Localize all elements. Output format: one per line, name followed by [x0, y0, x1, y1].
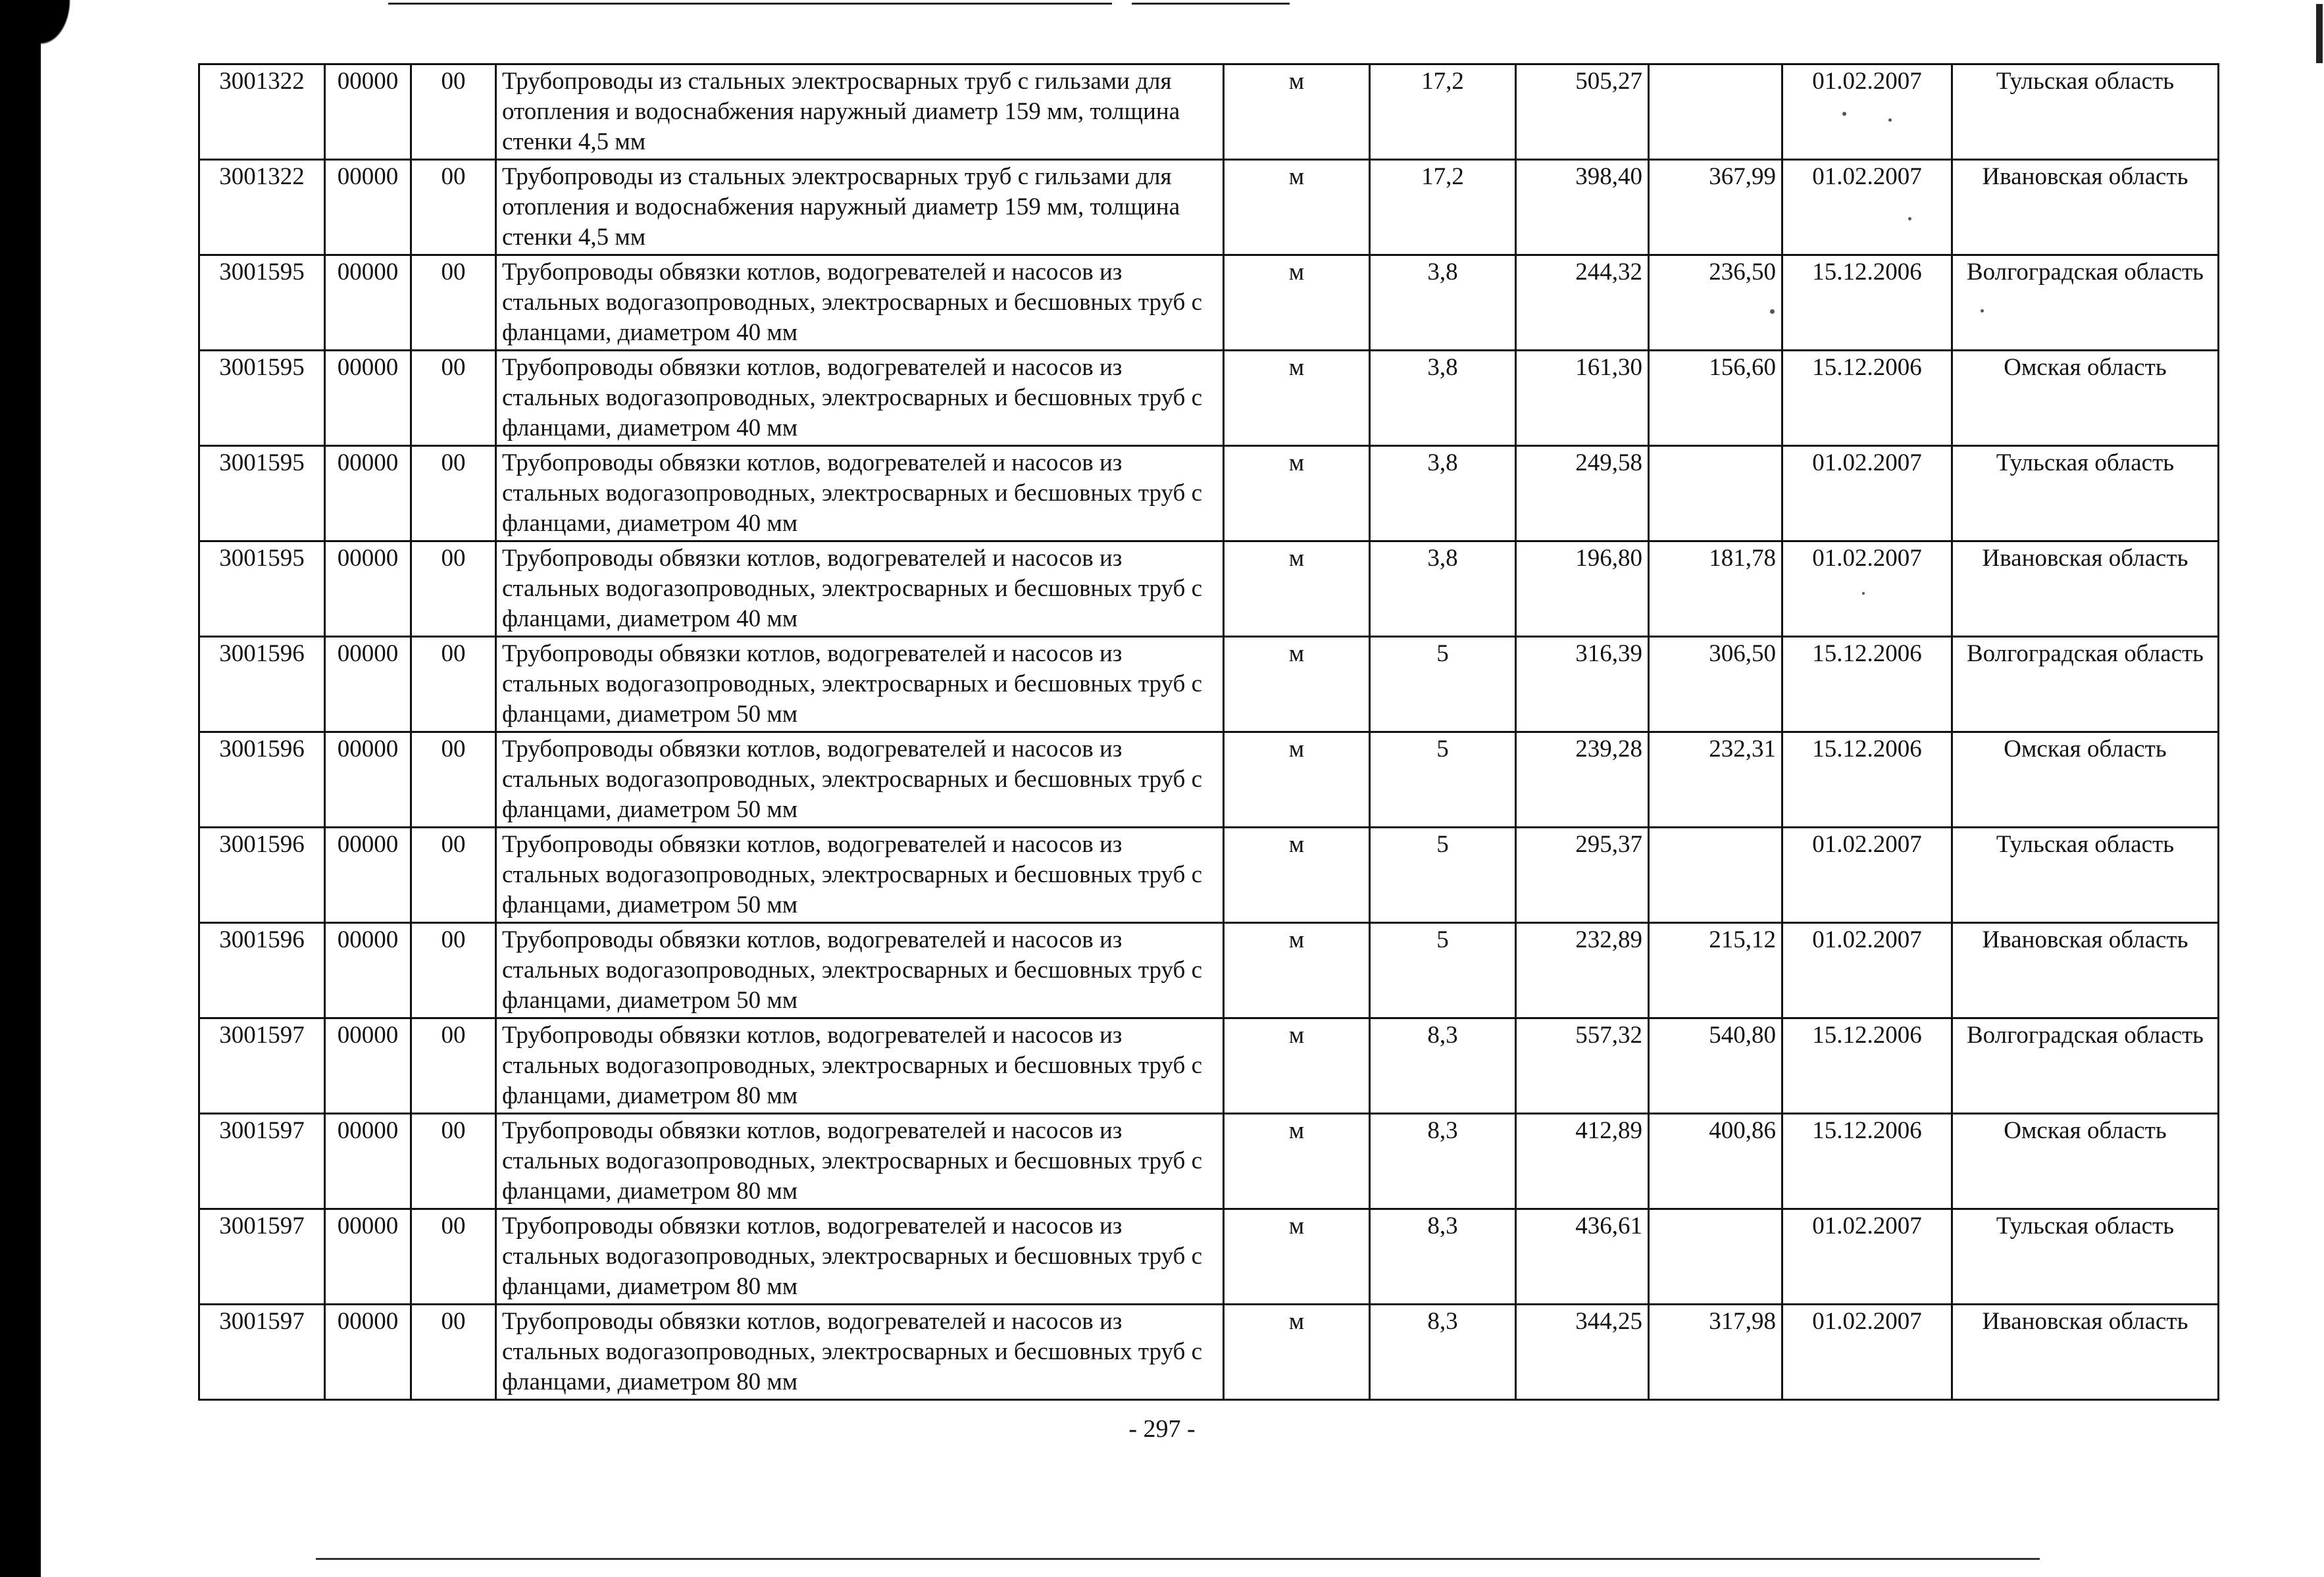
- cell-value2: 232,89: [1516, 923, 1649, 1018]
- cell-suffix: 00: [411, 1209, 496, 1305]
- cell-region: Ивановская область: [1952, 1305, 2219, 1400]
- cell-value1: 3,8: [1370, 351, 1516, 446]
- cell-code: 3001596: [199, 637, 325, 732]
- cell-region: Волгоградская область: [1952, 255, 2219, 351]
- cell-value2: 239,28: [1516, 732, 1649, 828]
- cell-code: 3001595: [199, 541, 325, 637]
- cell-value1: 5: [1370, 637, 1516, 732]
- cell-name: Трубопроводы обвязки котлов, водогревателей и насосов из стальных водогазопроводных, электросварных и бесшовных труб с фланцами, диаметром 80 мм: [496, 1209, 1224, 1305]
- cell-value1: 17,2: [1370, 64, 1516, 160]
- scan-speck: [1862, 592, 1865, 595]
- cell-value2: 436,61: [1516, 1209, 1649, 1305]
- cell-value3: 306,50: [1649, 637, 1782, 732]
- table-row: [199, 64, 2219, 160]
- cell-unit: м: [1224, 1018, 1370, 1114]
- cell-value3: 236,50: [1649, 255, 1782, 351]
- cell-unit: м: [1224, 446, 1370, 541]
- table-row: [199, 1305, 2219, 1400]
- cell-value2: 505,27: [1516, 64, 1649, 160]
- cell-date: 01.02.2007: [1782, 446, 1952, 541]
- page-number: - 297 -: [1128, 1415, 1196, 1443]
- cell-region: Омская область: [1952, 351, 2219, 446]
- cell-code: 3001596: [199, 923, 325, 1018]
- cell-value3: 215,12: [1649, 923, 1782, 1018]
- cell-name: Трубопроводы из стальных электросварных труб с гильзами для отопления и водоснабжения наружный диаметр 159 мм, толщина стенки 4,5 мм: [496, 64, 1224, 160]
- cell-value3: 540,80: [1649, 1018, 1782, 1114]
- cell-value3: 181,78: [1649, 541, 1782, 637]
- cell-code: 3001597: [199, 1114, 325, 1209]
- cell-name: Трубопроводы обвязки котлов, водогревателей и насосов из стальных водогазопроводных, электросварных и бесшовных труб с фланцами, диаметром 80 мм: [496, 1305, 1224, 1400]
- cell-value1: 8,3: [1370, 1209, 1516, 1305]
- scan-speck: [1981, 309, 1984, 313]
- cell-suffix: 00: [411, 255, 496, 351]
- cell-value3: [1649, 64, 1782, 160]
- cell-subcode: 00000: [325, 1209, 411, 1305]
- cell-name: Трубопроводы обвязки котлов, водогревателей и насосов из стальных водогазопроводных, электросварных и бесшовных труб с фланцами, диаметром 40 мм: [496, 255, 1224, 351]
- cell-suffix: 00: [411, 1305, 496, 1400]
- cell-unit: м: [1224, 255, 1370, 351]
- cell-code: 3001595: [199, 255, 325, 351]
- cell-region: Волгоградская область: [1952, 637, 2219, 732]
- cell-value2: 412,89: [1516, 1114, 1649, 1209]
- cell-subcode: 00000: [325, 541, 411, 637]
- cell-region: Тульская область: [1952, 64, 2219, 160]
- table-row: [199, 828, 2219, 923]
- scan-speck: [1842, 112, 1846, 116]
- cell-region: Тульская область: [1952, 828, 2219, 923]
- cell-date: 01.02.2007: [1782, 541, 1952, 637]
- cell-value1: 17,2: [1370, 160, 1516, 255]
- cell-name: Трубопроводы из стальных электросварных труб с гильзами для отопления и водоснабжения наружный диаметр 159 мм, толщина стенки 4,5 мм: [496, 160, 1224, 255]
- cell-name: Трубопроводы обвязки котлов, водогревателей и насосов из стальных водогазопроводных, электросварных и бесшовных труб с фланцами, диаметром 50 мм: [496, 732, 1224, 828]
- cell-value2: 316,39: [1516, 637, 1649, 732]
- table-row: [199, 1209, 2219, 1305]
- cell-value2: 398,40: [1516, 160, 1649, 255]
- table-row: [199, 923, 2219, 1018]
- cell-suffix: 00: [411, 446, 496, 541]
- cell-region: Ивановская область: [1952, 923, 2219, 1018]
- cell-value1: 3,8: [1370, 255, 1516, 351]
- cell-suffix: 00: [411, 1114, 496, 1209]
- cell-region: Омская область: [1952, 1114, 2219, 1209]
- cell-unit: м: [1224, 1209, 1370, 1305]
- table-row: [199, 732, 2219, 828]
- cell-subcode: 00000: [325, 637, 411, 732]
- cell-value3: 317,98: [1649, 1305, 1782, 1400]
- scan-margin-mark: [2316, 4, 2323, 63]
- cell-suffix: 00: [411, 64, 496, 160]
- cell-value1: 5: [1370, 923, 1516, 1018]
- table-row: [199, 255, 2219, 351]
- cell-region: Тульская область: [1952, 446, 2219, 541]
- cell-suffix: 00: [411, 541, 496, 637]
- cell-subcode: 00000: [325, 1114, 411, 1209]
- cell-value2: 557,32: [1516, 1018, 1649, 1114]
- cell-unit: м: [1224, 637, 1370, 732]
- cell-date: 15.12.2006: [1782, 255, 1952, 351]
- cell-region: Омская область: [1952, 732, 2219, 828]
- cell-subcode: 00000: [325, 1018, 411, 1114]
- cell-subcode: 00000: [325, 351, 411, 446]
- cell-value1: 3,8: [1370, 446, 1516, 541]
- cell-value2: 196,80: [1516, 541, 1649, 637]
- cell-value3: 232,31: [1649, 732, 1782, 828]
- cell-suffix: 00: [411, 637, 496, 732]
- cell-subcode: 00000: [325, 446, 411, 541]
- cell-subcode: 00000: [325, 828, 411, 923]
- cell-value3: [1649, 1209, 1782, 1305]
- cell-value1: 3,8: [1370, 541, 1516, 637]
- scan-speck: [1908, 217, 1911, 220]
- cell-region: Волгоградская область: [1952, 1018, 2219, 1114]
- cell-value2: 161,30: [1516, 351, 1649, 446]
- cell-date: 15.12.2006: [1782, 1018, 1952, 1114]
- cell-value2: 295,37: [1516, 828, 1649, 923]
- table-row: [199, 160, 2219, 255]
- cell-code: 3001322: [199, 160, 325, 255]
- cell-name: Трубопроводы обвязки котлов, водогревателей и насосов из стальных водогазопроводных, электросварных и бесшовных труб с фланцами, диаметром 40 мм: [496, 541, 1224, 637]
- table-row: [199, 1018, 2219, 1114]
- cell-value3: [1649, 828, 1782, 923]
- cell-name: Трубопроводы обвязки котлов, водогревателей и насосов из стальных водогазопроводных, электросварных и бесшовных труб с фланцами, диаметром 40 мм: [496, 351, 1224, 446]
- cell-value3: 156,60: [1649, 351, 1782, 446]
- cell-name: Трубопроводы обвязки котлов, водогревателей и насосов из стальных водогазопроводных, электросварных и бесшовных труб с фланцами, диаметром 50 мм: [496, 923, 1224, 1018]
- cell-value3: 400,86: [1649, 1114, 1782, 1209]
- cell-unit: м: [1224, 64, 1370, 160]
- cell-region: Тульская область: [1952, 1209, 2219, 1305]
- cell-code: 3001595: [199, 446, 325, 541]
- cell-suffix: 00: [411, 732, 496, 828]
- cell-unit: м: [1224, 923, 1370, 1018]
- cell-date: 01.02.2007: [1782, 923, 1952, 1018]
- cell-name: Трубопроводы обвязки котлов, водогревателей и насосов из стальных водогазопроводных, электросварных и бесшовных труб с фланцами, диаметром 50 мм: [496, 637, 1224, 732]
- table-row: [199, 446, 2219, 541]
- cell-suffix: 00: [411, 1018, 496, 1114]
- scan-edge-shadow: [0, 0, 41, 1577]
- cell-value2: 344,25: [1516, 1305, 1649, 1400]
- cell-suffix: 00: [411, 923, 496, 1018]
- cell-region: Ивановская область: [1952, 160, 2219, 255]
- cell-date: 01.02.2007: [1782, 828, 1952, 923]
- cell-value1: 8,3: [1370, 1018, 1516, 1114]
- cell-date: 01.02.2007: [1782, 160, 1952, 255]
- cell-date: 01.02.2007: [1782, 1305, 1952, 1400]
- cell-value1: 8,3: [1370, 1114, 1516, 1209]
- cell-name: Трубопроводы обвязки котлов, водогревателей и насосов из стальных водогазопроводных, электросварных и бесшовных труб с фланцами, диаметром 40 мм: [496, 446, 1224, 541]
- cell-subcode: 00000: [325, 160, 411, 255]
- cell-subcode: 00000: [325, 1305, 411, 1400]
- cell-suffix: 00: [411, 351, 496, 446]
- cell-code: 3001596: [199, 732, 325, 828]
- cell-code: 3001322: [199, 64, 325, 160]
- cell-date: 15.12.2006: [1782, 637, 1952, 732]
- cell-value3: [1649, 446, 1782, 541]
- top-rule-line-short: [1132, 3, 1290, 5]
- price-table: [198, 63, 2219, 1401]
- cell-date: 01.02.2007: [1782, 64, 1952, 160]
- table-row: [199, 351, 2219, 446]
- cell-region: Ивановская область: [1952, 541, 2219, 637]
- cell-unit: м: [1224, 160, 1370, 255]
- table-row: [199, 541, 2219, 637]
- cell-unit: м: [1224, 541, 1370, 637]
- cell-date: 15.12.2006: [1782, 732, 1952, 828]
- cell-unit: м: [1224, 732, 1370, 828]
- cell-unit: м: [1224, 1114, 1370, 1209]
- cell-code: 3001597: [199, 1209, 325, 1305]
- scan-speck: [1888, 118, 1892, 122]
- cell-value2: 244,32: [1516, 255, 1649, 351]
- table-row: [199, 637, 2219, 732]
- cell-subcode: 00000: [325, 923, 411, 1018]
- cell-subcode: 00000: [325, 255, 411, 351]
- cell-suffix: 00: [411, 828, 496, 923]
- cell-unit: м: [1224, 1305, 1370, 1400]
- cell-value3: 367,99: [1649, 160, 1782, 255]
- cell-date: 15.12.2006: [1782, 351, 1952, 446]
- cell-code: 3001597: [199, 1305, 325, 1400]
- cell-name: Трубопроводы обвязки котлов, водогревателей и насосов из стальных водогазопроводных, электросварных и бесшовных труб с фланцами, диаметром 80 мм: [496, 1114, 1224, 1209]
- cell-subcode: 00000: [325, 64, 411, 160]
- cell-code: 3001595: [199, 351, 325, 446]
- cell-unit: м: [1224, 828, 1370, 923]
- cell-suffix: 00: [411, 160, 496, 255]
- cell-value1: 5: [1370, 732, 1516, 828]
- cell-subcode: 00000: [325, 732, 411, 828]
- cell-date: 01.02.2007: [1782, 1209, 1952, 1305]
- cell-value2: 249,58: [1516, 446, 1649, 541]
- cell-name: Трубопроводы обвязки котлов, водогревателей и насосов из стальных водогазопроводных, электросварных и бесшовных труб с фланцами, диаметром 80 мм: [496, 1018, 1224, 1114]
- cell-unit: м: [1224, 351, 1370, 446]
- bottom-rule-line: [316, 1558, 2040, 1560]
- cell-value1: 5: [1370, 828, 1516, 923]
- cell-date: 15.12.2006: [1782, 1114, 1952, 1209]
- cell-code: 3001596: [199, 828, 325, 923]
- cell-name: Трубопроводы обвязки котлов, водогревателей и насосов из стальных водогазопроводных, электросварных и бесшовных труб с фланцами, диаметром 50 мм: [496, 828, 1224, 923]
- table-row: [199, 1114, 2219, 1209]
- table-body: [199, 64, 2219, 1400]
- top-rule-line: [388, 3, 1112, 5]
- cell-value1: 8,3: [1370, 1305, 1516, 1400]
- cell-code: 3001597: [199, 1018, 325, 1114]
- scan-speck: [1770, 309, 1775, 314]
